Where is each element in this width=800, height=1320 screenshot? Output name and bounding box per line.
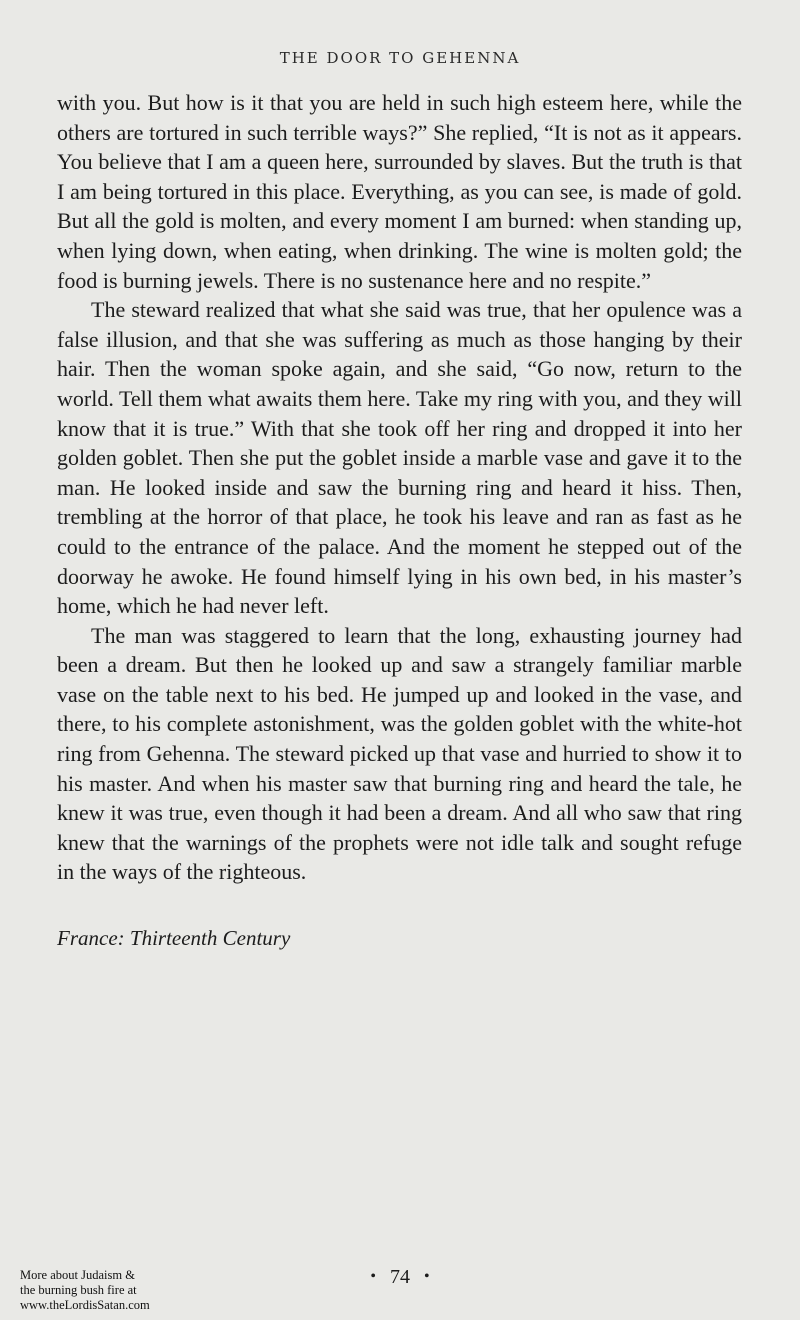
footer-note — [20, 1268, 210, 1313]
source-attribution: France: Thirteenth Century — [57, 926, 291, 950]
footer-note-line-1: More about Judaism & — [20, 1268, 135, 1282]
paragraph-3: The man was staggered to learn that the long, exhausting journey had been a dream. But then he looked up and saw a strangely familiar marble vase on the table next to his bed. He jumped up and looked in the vase, and there, to his complete astonishment, was the golden goblet with the white-hot ring from Gehenna. The steward picked up that vase and hurried to show it to his master. And when his master saw that burning ring and heard the tale, he knew it was true, even though it had been a dream. And all who saw that ring knew that the warnings of the prophets were not idle talk and sought refuge in the ways of the righteous. — [57, 622, 742, 885]
running-head: THE DOOR TO GEHENNA — [279, 49, 521, 67]
page-number: 74 — [390, 1266, 410, 1288]
paragraph-2: The steward realized that what she said was true, that her opulence was a false illusion, and that she was suffering as much as those hanging by their hair. Then the woman spoke again, and she said, “Go now, return to the world. Tell them what awaits them here. Take my ring with you, and they will know that it is true.” With that she took off her ring and dropped it into her golden goblet. Then she put the goblet inside a marble vase and gave it to the man. He looked inside and saw the burning ring and heard it hiss. Then, trembling at the horror of that place, he took his leave and ran as fast as he could to the entrance of the palace. And the moment he stepped out of the doorway he awoke. He found himself lying in his own bed, in his master’s home, which he had never left. — [57, 297, 742, 619]
folio-dot-right: • — [424, 1268, 430, 1285]
footer-note-line-2: the burning bush fire at — [20, 1283, 137, 1297]
body-text — [57, 88, 742, 887]
footer-note-link[interactable]: www.theLordisSatan.com — [20, 1298, 150, 1312]
folio-dot-left: • — [370, 1268, 376, 1285]
paragraph-1: with you. But how is it that you are held in such high esteem here, while the others are tortured in such terrible ways?” She replied, “It is not as it appears. You believe that I am a queen here, surrounded by slaves. But the truth is that I am being tortured in this place. Everything, as you can see, is made of gold. But all the gold is molten, and every moment I am burned: when standing up, when lying down, when eating, when drinking. The wine is molten gold; the food is burning jewels. There is no sustenance here and no respite.” — [57, 90, 742, 293]
